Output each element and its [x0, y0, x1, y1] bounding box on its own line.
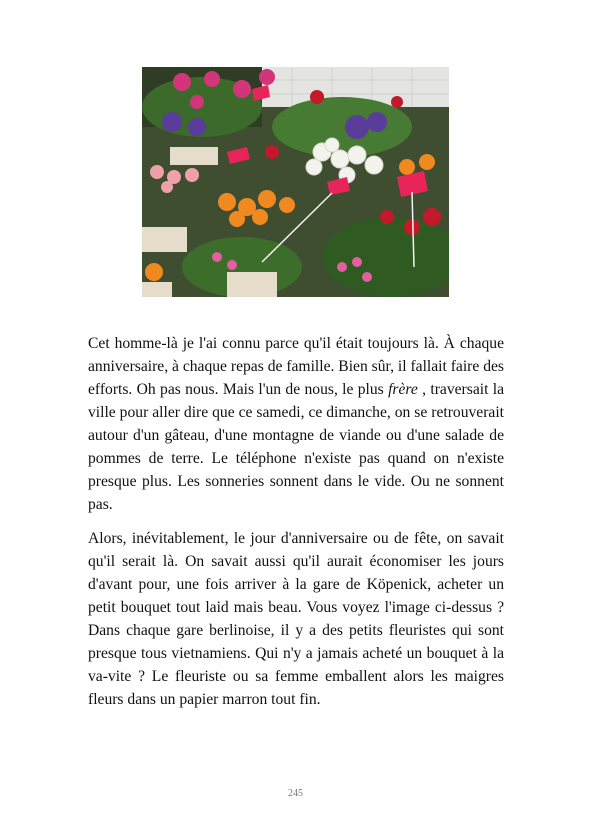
paragraph-text: Cet homme-là je l'ai connu parce qu'il était toujours là. À chaque anniversaire, à chaque repas de famille. Bien sûr, il fallait faire des efforts. Oh pas nous. Mais l'un de nous, le plus	[88, 335, 504, 398]
paragraph-text: , traversait la ville pour aller dire que ce samedi, ce dimanche, on se retrouverait autour d'un gâteau, d'une montagne de viande ou d'une salade de pommes de terre. Le téléphone n'existe pas quand on n'existe presque plus. Les sonneries sonnent dans le vide. Ou ne sonnent pas.	[88, 381, 504, 513]
emphasized-word: frère	[388, 381, 418, 398]
paragraph: Alors, inévitablement, le jour d'anniversaire ou de fête, on savait qu'il serait là. On savait aussi qu'il aurait économiser les jours d'avant pour, une fois arriver à la gare de Köpenick, acheter un petit bouquet tout laid mais beau. Vous voyez l'image ci-dessus ? Dans chaque gare berlinoise, il y a des petits fleuristes qui sont presque tous vietnamiens. Qui n'y a jamais acheté un bouquet à la va-vite ? Le fleuriste ou sa femme emballent alors les maigres fleurs dans un papier marron tout fin.	[88, 530, 504, 708]
flower-stall-photo	[142, 67, 449, 297]
page-number: 245	[288, 788, 303, 799]
body-text	[88, 332, 504, 722]
paragraph	[88, 332, 504, 516]
